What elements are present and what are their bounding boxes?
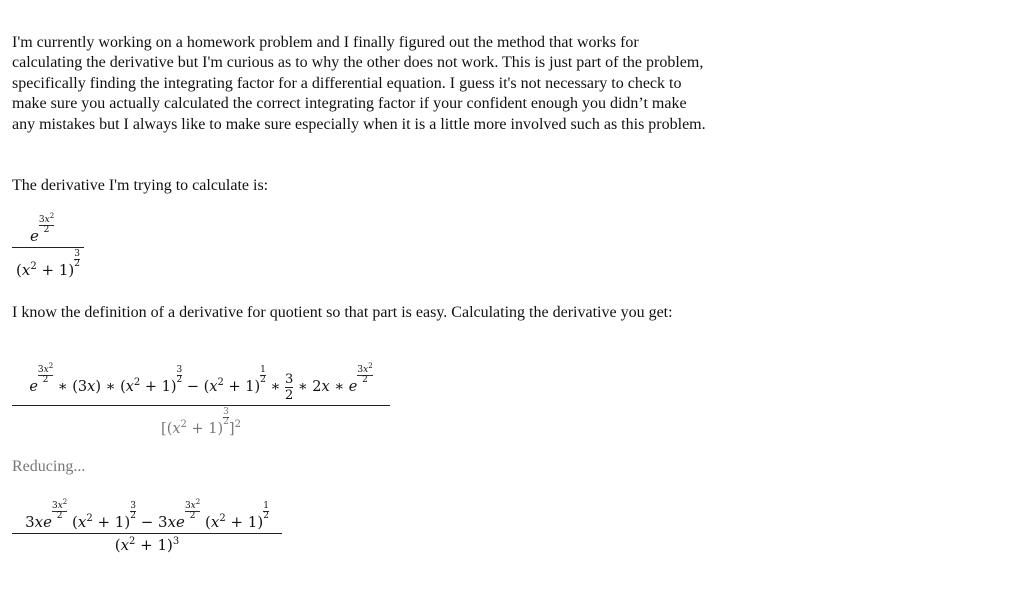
intro-paragraph: I'm currently working on a homework problem and I finally figured out the method that works for calculating the derivative but I'm curious as to why the other does not work. This is just part of the problem, specifically finding the integrating factor for a differential equation. I guess it's not necessary to check to make sure you actually calculated the correct integrating factor if your confident enough you didn’t make any mistakes but I always like to make sure especially when it is a little more involved such as this problem.: [12, 34, 706, 133]
derivative-intro-paragraph: The derivative I'm trying to calculate is:: [12, 177, 269, 194]
quotient-intro-paragraph: I know the definition of a derivative for quotient so that part is easy. Calculating the derivative you get:: [12, 304, 673, 321]
reducing-label: Reducing...: [12, 458, 86, 475]
equation-reduced: 3xe $\frac{3x^2}{2}$ $(x^2 + 1)$ $\frac{3}{2}$ − 3xe $\frac{3x^2}{2}$ $(x^2 + 1)$ $\frac{1}{2}$ $(x^2 + 1)^3$: [12, 498, 282, 554]
equation-quotient-rule: e $\frac{3x^2}{2}$ ∗ (3x) ∗ $(x^2 + 1)$ $\frac{3}{2}$ − $(x^2 + 1)$ $\frac{1}{2}$ ∗ $\frac{3}{2}$ ∗ 2x ∗ e $\frac{3x^2}{2}$ [$(x^2 + 1)$ $\frac{3}{2}$ ]$^2$: [12, 362, 390, 437]
equation-original-function: e $\frac{3x^2}{2}$ $(x^2 + 1)$ $\frac{3}{2}$: [12, 212, 84, 279]
